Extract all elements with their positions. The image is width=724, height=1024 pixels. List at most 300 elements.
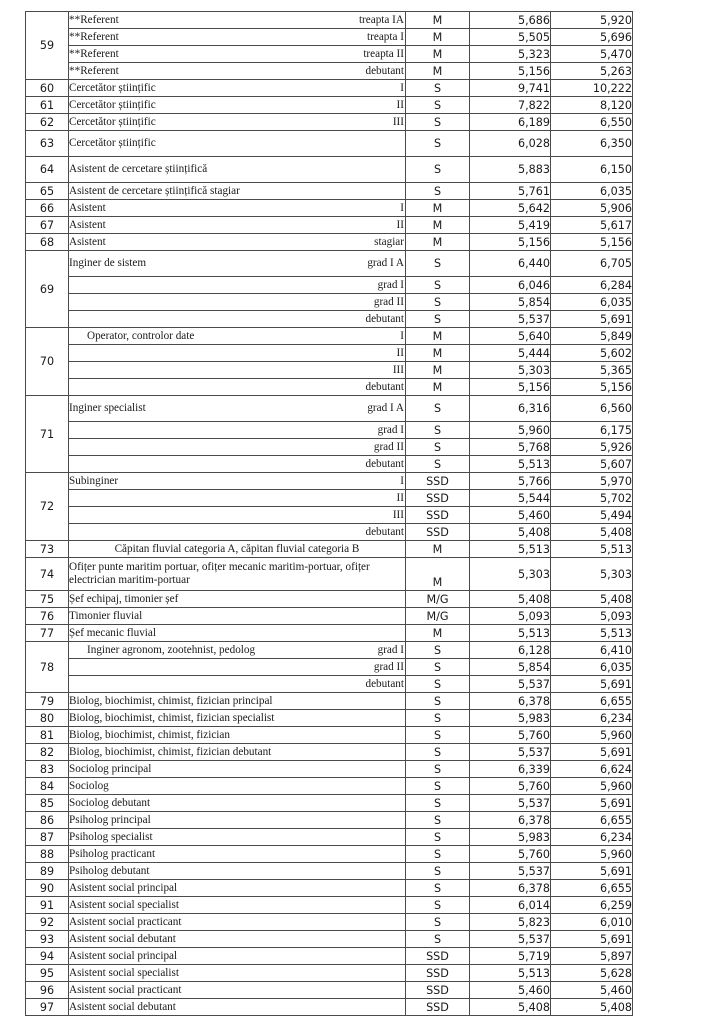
studies-level-cell: S [406, 897, 470, 914]
salary-gradation-1-cell: 5,513 [551, 625, 633, 642]
function-name-cell [69, 131, 406, 157]
salary-gradation-1-cell: 5,093 [551, 608, 633, 625]
function-level: grad II [373, 440, 404, 453]
salary-gradation-1-cell: 5,513 [551, 541, 633, 558]
studies-level-cell: S [406, 863, 470, 880]
function-name-cell [69, 345, 406, 362]
function-name: Biolog, biochimist, chimist, fizician principal [69, 694, 273, 707]
salary-gradation-1-cell: 5,156 [551, 234, 633, 251]
studies-level-cell: S [406, 114, 470, 131]
studies-level-cell: M [406, 29, 470, 46]
table-row [26, 157, 633, 183]
function-name: Asistent [69, 235, 106, 248]
table-row [26, 625, 633, 642]
salary-gradation-1-cell: 5,696 [551, 29, 633, 46]
table-row [26, 12, 633, 29]
table-row [26, 439, 633, 456]
function-name-cell [69, 642, 406, 659]
function-name: Sociolog principal [69, 762, 152, 775]
studies-level-cell: SSD [406, 999, 470, 1016]
function-name: **Referent [69, 13, 119, 26]
salary-gradation-1-cell: 5,617 [551, 217, 633, 234]
studies-level-cell: M [406, 362, 470, 379]
table-row [26, 642, 633, 659]
function-name-cell [69, 778, 406, 795]
function-name: Cercetător științific [69, 98, 156, 111]
salary-gradation-0-cell: 5,760 [470, 727, 551, 744]
salary-gradation-0-cell: 5,513 [470, 541, 551, 558]
row-number-cell: 70 [26, 328, 69, 396]
salary-gradation-0-cell: 6,189 [470, 114, 551, 131]
salary-gradation-0-cell: 5,719 [470, 948, 551, 965]
studies-level-cell: S [406, 396, 470, 422]
table-row [26, 114, 633, 131]
salary-gradation-0-cell: 6,378 [470, 812, 551, 829]
function-level: grad I [377, 423, 404, 436]
studies-level-cell: S [406, 931, 470, 948]
studies-level-cell: M [406, 328, 470, 345]
row-number-cell: 79 [26, 693, 69, 710]
salary-gradation-0-cell: 5,156 [470, 63, 551, 80]
function-name-cell [69, 157, 406, 183]
function-name-cell [69, 727, 406, 744]
salary-gradation-0-cell: 5,768 [470, 439, 551, 456]
function-name-cell [69, 931, 406, 948]
row-number-cell: 73 [26, 541, 69, 558]
salary-gradation-1-cell: 5,408 [551, 524, 633, 541]
studies-level-cell: S [406, 829, 470, 846]
studies-level-cell: S [406, 131, 470, 157]
studies-level-cell: S [406, 761, 470, 778]
function-name-cell [69, 625, 406, 642]
salary-gradation-1-cell: 6,035 [551, 183, 633, 200]
function-name: Inginer specialist [69, 402, 146, 414]
function-name: Cercetător științific [69, 81, 156, 94]
table-row [26, 659, 633, 676]
row-number-cell: 60 [26, 80, 69, 97]
studies-level-cell: S [406, 914, 470, 931]
studies-level-cell: SSD [406, 965, 470, 982]
salary-gradation-1-cell: 6,234 [551, 710, 633, 727]
row-number-cell: 85 [26, 795, 69, 812]
row-number-cell: 93 [26, 931, 69, 948]
salary-gradation-0-cell: 6,028 [470, 131, 551, 157]
studies-level-cell: SSD [406, 473, 470, 490]
table-row [26, 422, 633, 439]
function-name: Asistent social principal [69, 881, 178, 894]
table-row [26, 507, 633, 524]
table-row [26, 965, 633, 982]
salary-gradation-0-cell: 5,093 [470, 608, 551, 625]
function-level: debutant [365, 64, 404, 77]
row-number-cell: 96 [26, 982, 69, 999]
table-row [26, 591, 633, 608]
studies-level-cell: S [406, 659, 470, 676]
salary-gradation-0-cell: 5,983 [470, 829, 551, 846]
table-row [26, 473, 633, 490]
salary-gradation-0-cell: 5,460 [470, 982, 551, 999]
function-name-cell [69, 473, 406, 490]
salary-gradation-1-cell: 5,897 [551, 948, 633, 965]
salary-grid-table [25, 11, 633, 1016]
function-name-cell [69, 234, 406, 251]
salary-gradation-0-cell: 6,378 [470, 880, 551, 897]
salary-gradation-0-cell: 5,156 [470, 234, 551, 251]
row-number-cell: 89 [26, 863, 69, 880]
salary-gradation-0-cell: 5,513 [470, 625, 551, 642]
function-name: Asistent social principal [69, 949, 178, 962]
row-number-cell: 65 [26, 183, 69, 200]
row-number-cell: 61 [26, 97, 69, 114]
table-row [26, 379, 633, 396]
salary-gradation-0-cell: 5,883 [470, 157, 551, 183]
salary-gradation-1-cell: 5,460 [551, 982, 633, 999]
salary-gradation-0-cell: 5,408 [470, 999, 551, 1016]
function-name: Psiholog debutant [69, 864, 150, 877]
function-name-cell [69, 846, 406, 863]
function-name-cell [69, 183, 406, 200]
table-row [26, 131, 633, 157]
function-level: grad I [377, 643, 404, 656]
function-name-cell [69, 880, 406, 897]
table-row [26, 251, 633, 277]
function-name: Asistent [69, 218, 106, 231]
function-name: Biolog, biochimist, chimist, fizician debutant [69, 745, 272, 758]
studies-level-cell: S [406, 812, 470, 829]
row-number-cell: 71 [26, 396, 69, 473]
function-name: Asistent de cercetare științifică stagiar [69, 184, 240, 197]
salary-gradation-1-cell: 5,926 [551, 439, 633, 456]
table-row [26, 97, 633, 114]
row-number-cell: 97 [26, 999, 69, 1016]
row-number-cell: 81 [26, 727, 69, 744]
table-row [26, 217, 633, 234]
studies-level-cell: M [406, 345, 470, 362]
table-row [26, 931, 633, 948]
studies-level-cell: S [406, 80, 470, 97]
salary-gradation-1-cell: 5,691 [551, 311, 633, 328]
function-name: Asistent social practicant [69, 983, 182, 996]
function-level: III [392, 363, 404, 376]
function-name: Asistent social specialist [69, 898, 179, 911]
salary-gradation-0-cell: 7,822 [470, 97, 551, 114]
row-number-cell: 63 [26, 131, 69, 157]
function-name-cell [69, 812, 406, 829]
function-name-cell [69, 311, 406, 328]
function-name: Șef mecanic fluvial [69, 626, 156, 639]
function-level: treapta I [367, 30, 404, 43]
function-name-cell [69, 608, 406, 625]
table-row [26, 200, 633, 217]
salary-gradation-1-cell: 8,120 [551, 97, 633, 114]
table-row [26, 693, 633, 710]
salary-gradation-1-cell: 6,010 [551, 914, 633, 931]
function-name-cell [69, 396, 406, 422]
function-name: Biolog, biochimist, chimist, fizician [69, 728, 230, 741]
function-name-cell [69, 456, 406, 473]
function-name: Asistent social practicant [69, 915, 182, 928]
table-row [26, 294, 633, 311]
function-name-cell [69, 659, 406, 676]
salary-gradation-0-cell: 5,766 [470, 473, 551, 490]
salary-gradation-1-cell: 5,960 [551, 727, 633, 744]
function-name-cell [69, 591, 406, 608]
table-row [26, 982, 633, 999]
studies-level-cell: S [406, 97, 470, 114]
function-name-cell [69, 676, 406, 693]
table-row [26, 490, 633, 507]
salary-gradation-1-cell: 6,655 [551, 693, 633, 710]
table-row [26, 761, 633, 778]
studies-level-cell: M [406, 379, 470, 396]
table-row [26, 812, 633, 829]
studies-level-cell: S [406, 795, 470, 812]
row-number-cell: 66 [26, 200, 69, 217]
table-row [26, 456, 633, 473]
salary-gradation-0-cell: 5,156 [470, 379, 551, 396]
salary-gradation-1-cell: 6,410 [551, 642, 633, 659]
function-level: debutant [365, 312, 404, 325]
salary-gradation-1-cell: 6,259 [551, 897, 633, 914]
function-name: Asistent social debutant [69, 932, 176, 945]
table-row [26, 63, 633, 80]
salary-gradation-1-cell: 5,970 [551, 473, 633, 490]
row-number-cell: 86 [26, 812, 69, 829]
studies-level-cell: S [406, 880, 470, 897]
table-row [26, 328, 633, 345]
function-level: I [400, 474, 404, 487]
studies-level-cell: S [406, 693, 470, 710]
table-row [26, 676, 633, 693]
function-level: I [400, 329, 404, 342]
salary-gradation-1-cell: 5,691 [551, 863, 633, 880]
table-row [26, 541, 633, 558]
function-name: **Referent [69, 30, 119, 43]
salary-gradation-0-cell: 5,760 [470, 778, 551, 795]
studies-level-cell: M [406, 63, 470, 80]
studies-level-cell: S [406, 642, 470, 659]
studies-level-cell: SSD [406, 507, 470, 524]
salary-gradation-0-cell: 5,537 [470, 676, 551, 693]
salary-gradation-1-cell: 6,624 [551, 761, 633, 778]
row-number-cell: 68 [26, 234, 69, 251]
salary-gradation-0-cell: 5,408 [470, 591, 551, 608]
function-name: Sociolog [69, 779, 109, 792]
function-name-cell [69, 999, 406, 1016]
studies-level-cell: M [406, 234, 470, 251]
function-name-cell [69, 422, 406, 439]
salary-gradation-0-cell: 5,544 [470, 490, 551, 507]
salary-gradation-1-cell: 6,350 [551, 131, 633, 157]
row-number-cell: 59 [26, 12, 69, 80]
table-row [26, 846, 633, 863]
table-row [26, 710, 633, 727]
row-number-cell: 94 [26, 948, 69, 965]
salary-gradation-0-cell: 6,014 [470, 897, 551, 914]
function-level: treapta II [363, 47, 404, 60]
function-name-cell [69, 379, 406, 396]
function-name-cell [69, 294, 406, 311]
salary-gradation-0-cell: 5,408 [470, 524, 551, 541]
function-name-cell [69, 541, 406, 558]
function-name: Psiholog practicant [69, 847, 156, 860]
row-number-cell: 82 [26, 744, 69, 761]
row-number-cell: 92 [26, 914, 69, 931]
function-name-cell [69, 277, 406, 294]
salary-gradation-0-cell: 5,419 [470, 217, 551, 234]
salary-gradation-0-cell: 5,686 [470, 12, 551, 29]
studies-level-cell: S [406, 846, 470, 863]
salary-gradation-1-cell: 5,263 [551, 63, 633, 80]
function-name: Șef echipaj, timonier șef [69, 592, 179, 605]
salary-gradation-1-cell: 5,602 [551, 345, 633, 362]
salary-gradation-0-cell: 6,128 [470, 642, 551, 659]
row-number-cell: 67 [26, 217, 69, 234]
salary-gradation-0-cell: 5,823 [470, 914, 551, 931]
function-name-cell [69, 490, 406, 507]
function-name-cell [69, 795, 406, 812]
table-row [26, 608, 633, 625]
table-row [26, 999, 633, 1016]
function-name-cell [69, 29, 406, 46]
function-name-cell [69, 507, 406, 524]
function-name: Căpitan fluvial categoria A, căpitan fluvial categoria B [114, 542, 360, 555]
salary-gradation-1-cell: 5,849 [551, 328, 633, 345]
salary-gradation-1-cell: 5,494 [551, 507, 633, 524]
row-number-cell: 62 [26, 114, 69, 131]
row-number-cell: 84 [26, 778, 69, 795]
function-level: grad I A [367, 402, 404, 414]
row-number-cell: 83 [26, 761, 69, 778]
salary-gradation-1-cell: 5,960 [551, 846, 633, 863]
function-name-cell [69, 439, 406, 456]
table-row [26, 914, 633, 931]
table-row [26, 234, 633, 251]
function-name: Inginer agronom, zootehnist, pedolog [87, 643, 256, 656]
table-row [26, 524, 633, 541]
function-name: **Referent [69, 64, 119, 77]
salary-gradation-0-cell: 5,303 [470, 362, 551, 379]
function-level: I [400, 81, 404, 94]
function-name-cell [69, 46, 406, 63]
table-row [26, 727, 633, 744]
salary-gradation-0-cell: 5,537 [470, 863, 551, 880]
salary-gradation-0-cell: 6,378 [470, 693, 551, 710]
function-level: debutant [365, 677, 404, 690]
salary-gradation-1-cell: 5,156 [551, 379, 633, 396]
function-name-cell [69, 328, 406, 345]
row-number-cell: 64 [26, 157, 69, 183]
function-level: III [392, 115, 404, 128]
studies-level-cell: M [406, 12, 470, 29]
row-number-cell: 91 [26, 897, 69, 914]
salary-gradation-0-cell: 6,316 [470, 396, 551, 422]
function-level: II [396, 491, 404, 504]
function-name-cell [69, 744, 406, 761]
salary-gradation-1-cell: 6,284 [551, 277, 633, 294]
function-name-cell [69, 251, 406, 277]
salary-gradation-1-cell: 5,691 [551, 931, 633, 948]
studies-level-cell: M [406, 217, 470, 234]
studies-level-cell: SSD [406, 982, 470, 999]
function-level: II [396, 218, 404, 231]
row-number-cell: 78 [26, 642, 69, 693]
studies-level-cell: S [406, 277, 470, 294]
salary-table-body [26, 12, 633, 1016]
function-name-cell [69, 558, 406, 591]
function-name-cell [69, 80, 406, 97]
salary-gradation-1-cell: 5,607 [551, 456, 633, 473]
salary-gradation-1-cell: 6,550 [551, 114, 633, 131]
function-name: Psiholog principal [69, 813, 151, 826]
studies-level-cell: S [406, 456, 470, 473]
row-number-cell: 74 [26, 558, 69, 591]
salary-gradation-1-cell: 5,906 [551, 200, 633, 217]
salary-gradation-1-cell: 6,560 [551, 396, 633, 422]
studies-level-cell: M/G [406, 608, 470, 625]
table-row [26, 829, 633, 846]
table-row [26, 897, 633, 914]
function-name-cell [69, 710, 406, 727]
function-name-cell [69, 362, 406, 379]
table-row [26, 345, 633, 362]
function-level: debutant [365, 525, 404, 538]
salary-gradation-0-cell: 5,537 [470, 311, 551, 328]
salary-gradation-1-cell: 5,365 [551, 362, 633, 379]
table-row [26, 29, 633, 46]
table-row [26, 778, 633, 795]
salary-gradation-1-cell: 5,920 [551, 12, 633, 29]
studies-level-cell: S [406, 778, 470, 795]
salary-gradation-0-cell: 5,323 [470, 46, 551, 63]
function-level: grad II [373, 660, 404, 673]
salary-gradation-0-cell: 5,460 [470, 507, 551, 524]
salary-gradation-0-cell: 5,854 [470, 659, 551, 676]
function-name-cell [69, 829, 406, 846]
table-row [26, 46, 633, 63]
function-level: grad I A [367, 257, 404, 269]
studies-level-cell: S [406, 422, 470, 439]
studies-level-cell: S [406, 311, 470, 328]
function-name: Cercetător științific [69, 115, 156, 128]
table-row [26, 948, 633, 965]
salary-gradation-1-cell: 5,691 [551, 744, 633, 761]
row-number-cell: 69 [26, 251, 69, 328]
table-row [26, 795, 633, 812]
function-name: Asistent [69, 201, 106, 214]
salary-gradation-1-cell: 5,408 [551, 999, 633, 1016]
row-number-cell: 76 [26, 608, 69, 625]
function-level: treapta IA [358, 13, 404, 26]
table-row [26, 396, 633, 422]
table-row [26, 80, 633, 97]
salary-gradation-0-cell: 5,640 [470, 328, 551, 345]
function-name-cell [69, 761, 406, 778]
function-name-cell [69, 12, 406, 29]
function-name: Asistent social specialist [69, 966, 179, 979]
row-number-cell: 72 [26, 473, 69, 541]
row-number-cell: 90 [26, 880, 69, 897]
studies-level-cell: S [406, 744, 470, 761]
function-name-cell [69, 524, 406, 541]
function-name: Cercetător științific [69, 137, 156, 149]
salary-gradation-1-cell: 6,705 [551, 251, 633, 277]
function-name: Inginer de sistem [69, 257, 147, 269]
salary-gradation-0-cell: 5,960 [470, 422, 551, 439]
salary-gradation-0-cell: 9,741 [470, 80, 551, 97]
studies-level-cell: M [406, 558, 470, 591]
row-number-cell: 87 [26, 829, 69, 846]
